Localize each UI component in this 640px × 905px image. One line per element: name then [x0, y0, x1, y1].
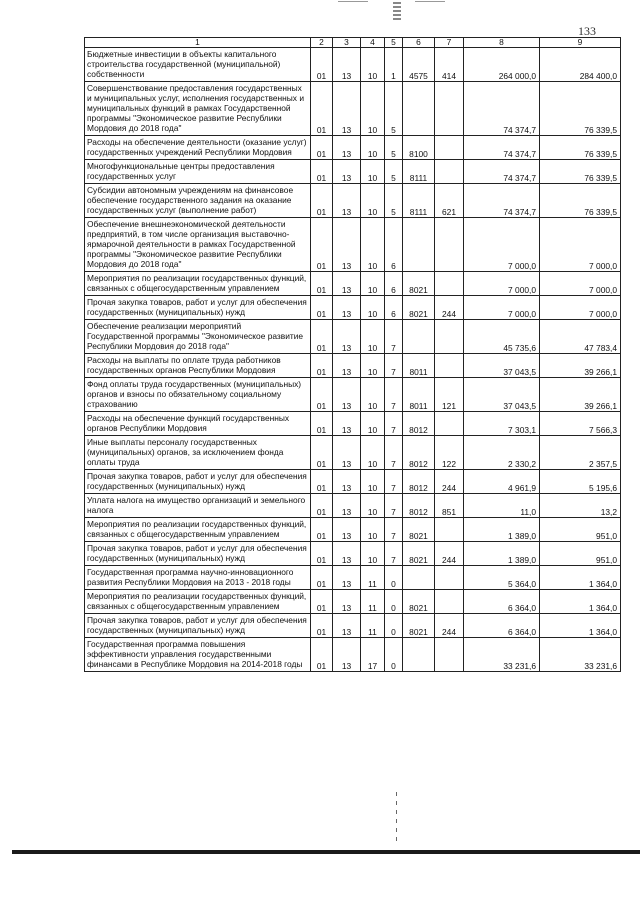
row-name-cell: Расходы на выплаты по оплате труда работников государственных органов Республики Мордовия [85, 354, 311, 378]
program-code-cell: 10 [361, 378, 385, 412]
expense-type-code-cell [435, 160, 464, 184]
subsection-code-cell: 13 [333, 494, 361, 518]
table-row [85, 436, 621, 470]
table-row [85, 296, 621, 320]
section-code-cell: 01 [311, 638, 333, 672]
expense-type-code-cell [435, 136, 464, 160]
program-code-cell: 10 [361, 354, 385, 378]
amount-2018-cell: 33 231,6 [540, 638, 621, 672]
subsection-code-cell: 13 [333, 136, 361, 160]
target-item-code-cell: 8012 [403, 436, 435, 470]
section-code-cell: 01 [311, 48, 333, 82]
row-name-cell: Обеспечение реализации мероприятий Государственной программы "Экономическое развитие Республики Мордовия до 2018 года" [85, 320, 311, 354]
expense-type-code-cell [435, 566, 464, 590]
expense-type-code-cell [435, 218, 464, 272]
target-item-code-cell [403, 82, 435, 136]
section-code-cell: 01 [311, 542, 333, 566]
row-name-cell: Расходы на обеспечение функций государственных органов Республики Мордовия [85, 412, 311, 436]
table-body [85, 48, 621, 672]
subsection-code-cell: 13 [333, 218, 361, 272]
table-row [85, 412, 621, 436]
section-code-cell: 01 [311, 136, 333, 160]
amount-2018-cell: 284 400,0 [540, 48, 621, 82]
target-item-code-cell: 8111 [403, 184, 435, 218]
subsection-code-cell: 13 [333, 320, 361, 354]
subsection-code-cell: 13 [333, 82, 361, 136]
expense-type-code-cell [435, 518, 464, 542]
section-code-cell: 01 [311, 436, 333, 470]
target-item-code-cell [403, 566, 435, 590]
amount-2018-cell: 76 339,5 [540, 82, 621, 136]
program-code-cell: 10 [361, 412, 385, 436]
section-code-cell: 01 [311, 412, 333, 436]
section-code-cell: 01 [311, 320, 333, 354]
program-code-cell: 10 [361, 436, 385, 470]
row-name-cell: Мероприятия по реализации государственных функций, связанных с общегосударственным управлением [85, 590, 311, 614]
table-row [85, 320, 621, 354]
subsection-code-cell: 13 [333, 542, 361, 566]
subsection-code-cell: 13 [333, 436, 361, 470]
subprogram-code-cell: 7 [385, 354, 403, 378]
amount-2018-cell: 2 357,5 [540, 436, 621, 470]
program-code-cell: 10 [361, 470, 385, 494]
target-item-code-cell: 8011 [403, 378, 435, 412]
section-code-cell: 01 [311, 296, 333, 320]
row-name-cell: Прочая закупка товаров, работ и услуг для обеспечения государственных (муниципальных) нужд [85, 296, 311, 320]
row-name-cell: Государственная программа научно-инновационного развития Республики Мордовия на 2013 - 2018 годы [85, 566, 311, 590]
amount-2017-cell: 74 374,7 [464, 184, 540, 218]
section-code-cell: 01 [311, 590, 333, 614]
expense-type-code-cell [435, 320, 464, 354]
subprogram-code-cell: 7 [385, 378, 403, 412]
section-code-cell: 01 [311, 470, 333, 494]
expense-type-code-cell [435, 272, 464, 296]
expense-type-code-cell: 621 [435, 184, 464, 218]
amount-2017-cell: 74 374,7 [464, 82, 540, 136]
row-name-cell: Уплата налога на имущество организаций и земельного налога [85, 494, 311, 518]
expense-type-code-cell: 121 [435, 378, 464, 412]
amount-2018-cell: 39 266,1 [540, 354, 621, 378]
subprogram-code-cell: 0 [385, 590, 403, 614]
target-item-code-cell [403, 638, 435, 672]
subprogram-code-cell: 7 [385, 320, 403, 354]
row-name-cell: Прочая закупка товаров, работ и услуг для обеспечения государственных (муниципальных) нужд [85, 614, 311, 638]
row-name-cell: Мероприятия по реализации государственных функций, связанных с общегосударственным управлением [85, 518, 311, 542]
target-item-code-cell: 8021 [403, 518, 435, 542]
header-cell: 9 [540, 38, 621, 48]
header-row [85, 38, 621, 48]
row-name-cell: Фонд оплаты труда государственных (муниципальных) органов и взносы по обязательному социальному страхованию [85, 378, 311, 412]
amount-2018-cell: 7 566,3 [540, 412, 621, 436]
amount-2017-cell: 7 303,1 [464, 412, 540, 436]
amount-2018-cell: 1 364,0 [540, 566, 621, 590]
amount-2017-cell: 37 043,5 [464, 378, 540, 412]
program-code-cell: 11 [361, 566, 385, 590]
expense-type-code-cell: 244 [435, 470, 464, 494]
program-code-cell: 10 [361, 320, 385, 354]
subsection-code-cell: 13 [333, 566, 361, 590]
table-header [85, 38, 621, 48]
expense-type-code-cell: 122 [435, 436, 464, 470]
subprogram-code-cell: 7 [385, 412, 403, 436]
subprogram-code-cell: 0 [385, 638, 403, 672]
amount-2018-cell: 39 266,1 [540, 378, 621, 412]
subprogram-code-cell: 7 [385, 436, 403, 470]
row-name-cell: Субсидии автономным учреждениям на финансовое обеспечение государственного задания на оказание государственных услуг (выполнение работ) [85, 184, 311, 218]
header-cell: 2 [311, 38, 333, 48]
subprogram-code-cell: 5 [385, 160, 403, 184]
subsection-code-cell: 13 [333, 614, 361, 638]
target-item-code-cell: 8012 [403, 412, 435, 436]
amount-2017-cell: 4 961,9 [464, 470, 540, 494]
amount-2017-cell: 6 364,0 [464, 614, 540, 638]
amount-2017-cell: 1 389,0 [464, 518, 540, 542]
amount-2018-cell: 76 339,5 [540, 136, 621, 160]
amount-2018-cell: 47 783,4 [540, 320, 621, 354]
row-name-cell: Иные выплаты персоналу государственных (муниципальных) органов, за исключением фонда оплаты труда [85, 436, 311, 470]
section-code-cell: 01 [311, 160, 333, 184]
expense-type-code-cell [435, 82, 464, 136]
target-item-code-cell: 8021 [403, 614, 435, 638]
table-row [85, 272, 621, 296]
target-item-code-cell: 8011 [403, 354, 435, 378]
target-item-code-cell: 8021 [403, 272, 435, 296]
target-item-code-cell: 8021 [403, 542, 435, 566]
scan-artifact [338, 1, 368, 2]
header-cell: 4 [361, 38, 385, 48]
row-name-cell: Прочая закупка товаров, работ и услуг для обеспечения государственных (муниципальных) нужд [85, 470, 311, 494]
subprogram-code-cell: 5 [385, 82, 403, 136]
table-row [85, 590, 621, 614]
target-item-code-cell [403, 320, 435, 354]
table-row [85, 184, 621, 218]
subsection-code-cell: 13 [333, 590, 361, 614]
scan-artifact [396, 792, 397, 842]
subprogram-code-cell: 1 [385, 48, 403, 82]
budget-table [84, 37, 621, 672]
amount-2018-cell: 5 195,6 [540, 470, 621, 494]
amount-2018-cell: 76 339,5 [540, 160, 621, 184]
row-name-cell: Многофункциональные центры предоставления государственных услуг [85, 160, 311, 184]
table-row [85, 566, 621, 590]
subprogram-code-cell: 7 [385, 470, 403, 494]
row-name-cell: Обеспечение внешнеэкономической деятельности предприятий, в том числе организация выставочно-ярмарочной деятельности в рамках Государственной программы "Экономическое развитие Республики Мордовия до 2018 года" [85, 218, 311, 272]
table-row [85, 470, 621, 494]
program-code-cell: 10 [361, 494, 385, 518]
table-row [85, 218, 621, 272]
amount-2017-cell: 5 364,0 [464, 566, 540, 590]
amount-2018-cell: 13,2 [540, 494, 621, 518]
amount-2017-cell: 6 364,0 [464, 590, 540, 614]
amount-2017-cell: 33 231,6 [464, 638, 540, 672]
row-name-cell: Бюджетные инвестиции в объекты капитального строительства государственной (муниципальной) собственности [85, 48, 311, 82]
subsection-code-cell: 13 [333, 296, 361, 320]
section-code-cell: 01 [311, 378, 333, 412]
subsection-code-cell: 13 [333, 184, 361, 218]
expense-type-code-cell [435, 412, 464, 436]
program-code-cell: 10 [361, 160, 385, 184]
amount-2017-cell: 1 389,0 [464, 542, 540, 566]
table-row [85, 494, 621, 518]
amount-2017-cell: 74 374,7 [464, 136, 540, 160]
amount-2018-cell: 1 364,0 [540, 590, 621, 614]
header-cell: 1 [85, 38, 311, 48]
subprogram-code-cell: 7 [385, 494, 403, 518]
program-code-cell: 10 [361, 82, 385, 136]
amount-2018-cell: 7 000,0 [540, 272, 621, 296]
expense-type-code-cell [435, 590, 464, 614]
amount-2017-cell: 7 000,0 [464, 296, 540, 320]
amount-2017-cell: 74 374,7 [464, 160, 540, 184]
target-item-code-cell: 8012 [403, 470, 435, 494]
amount-2018-cell: 7 000,0 [540, 296, 621, 320]
program-code-cell: 10 [361, 48, 385, 82]
amount-2018-cell: 7 000,0 [540, 218, 621, 272]
subsection-code-cell: 13 [333, 272, 361, 296]
subsection-code-cell: 13 [333, 638, 361, 672]
program-code-cell: 11 [361, 614, 385, 638]
header-cell: 5 [385, 38, 403, 48]
program-code-cell: 10 [361, 184, 385, 218]
subprogram-code-cell: 6 [385, 218, 403, 272]
table-row [85, 378, 621, 412]
amount-2017-cell: 7 000,0 [464, 218, 540, 272]
target-item-code-cell: 8111 [403, 160, 435, 184]
subsection-code-cell: 13 [333, 160, 361, 184]
page-number: 133 [578, 24, 596, 38]
row-name-cell: Прочая закупка товаров, работ и услуг для обеспечения государственных (муниципальных) нужд [85, 542, 311, 566]
expense-type-code-cell: 244 [435, 614, 464, 638]
program-code-cell: 10 [361, 518, 385, 542]
scan-edge-line [12, 850, 640, 854]
amount-2017-cell: 7 000,0 [464, 272, 540, 296]
row-name-cell: Расходы на обеспечение деятельности (оказание услуг) государственных учреждений Республики Мордовия [85, 136, 311, 160]
subprogram-code-cell: 7 [385, 518, 403, 542]
subsection-code-cell: 13 [333, 354, 361, 378]
target-item-code-cell: 8012 [403, 494, 435, 518]
table-row [85, 48, 621, 82]
program-code-cell: 10 [361, 136, 385, 160]
header-cell: 6 [403, 38, 435, 48]
section-code-cell: 01 [311, 218, 333, 272]
table-row [85, 542, 621, 566]
program-code-cell: 10 [361, 296, 385, 320]
table-row [85, 638, 621, 672]
table-row [85, 82, 621, 136]
program-code-cell: 10 [361, 542, 385, 566]
row-name-cell: Совершенствование предоставления государственных и муниципальных услуг, исполнения государственных и муниципальных функций в рамках Государственной программы "Экономическое развитие Республики Мордовия до 2018 года" [85, 82, 311, 136]
header-cell: 8 [464, 38, 540, 48]
expense-type-code-cell: 414 [435, 48, 464, 82]
subsection-code-cell: 13 [333, 48, 361, 82]
subsection-code-cell: 13 [333, 518, 361, 542]
expense-type-code-cell: 244 [435, 542, 464, 566]
section-code-cell: 01 [311, 518, 333, 542]
scan-artifact [415, 1, 445, 2]
amount-2018-cell: 951,0 [540, 518, 621, 542]
header-cell: 7 [435, 38, 464, 48]
subsection-code-cell: 13 [333, 470, 361, 494]
section-code-cell: 01 [311, 82, 333, 136]
amount-2017-cell: 264 000,0 [464, 48, 540, 82]
subprogram-code-cell: 0 [385, 614, 403, 638]
table-row [85, 136, 621, 160]
row-name-cell: Мероприятия по реализации государственных функций, связанных с общегосударственным управлением [85, 272, 311, 296]
expense-type-code-cell: 851 [435, 494, 464, 518]
staple-mark [393, 0, 401, 20]
amount-2017-cell: 11,0 [464, 494, 540, 518]
subprogram-code-cell: 5 [385, 184, 403, 218]
expense-type-code-cell [435, 354, 464, 378]
subprogram-code-cell: 6 [385, 272, 403, 296]
program-code-cell: 10 [361, 272, 385, 296]
amount-2017-cell: 37 043,5 [464, 354, 540, 378]
target-item-code-cell: 8021 [403, 296, 435, 320]
amount-2017-cell: 2 330,2 [464, 436, 540, 470]
header-cell: 3 [333, 38, 361, 48]
table-row [85, 614, 621, 638]
amount-2017-cell: 45 735,6 [464, 320, 540, 354]
table-row [85, 354, 621, 378]
subprogram-code-cell: 5 [385, 136, 403, 160]
program-code-cell: 10 [361, 218, 385, 272]
subsection-code-cell: 13 [333, 378, 361, 412]
program-code-cell: 17 [361, 638, 385, 672]
amount-2018-cell: 76 339,5 [540, 184, 621, 218]
target-item-code-cell [403, 218, 435, 272]
section-code-cell: 01 [311, 184, 333, 218]
section-code-cell: 01 [311, 354, 333, 378]
target-item-code-cell: 8021 [403, 590, 435, 614]
section-code-cell: 01 [311, 566, 333, 590]
program-code-cell: 11 [361, 590, 385, 614]
target-item-code-cell: 4575 [403, 48, 435, 82]
amount-2018-cell: 1 364,0 [540, 614, 621, 638]
subprogram-code-cell: 0 [385, 566, 403, 590]
section-code-cell: 01 [311, 614, 333, 638]
section-code-cell: 01 [311, 494, 333, 518]
expense-type-code-cell [435, 638, 464, 672]
section-code-cell: 01 [311, 272, 333, 296]
subprogram-code-cell: 7 [385, 542, 403, 566]
subprogram-code-cell: 6 [385, 296, 403, 320]
row-name-cell: Государственная программа повышения эффективности управления государственными финансами в Республике Мордовия на 2014-2018 годы [85, 638, 311, 672]
target-item-code-cell: 8100 [403, 136, 435, 160]
subsection-code-cell: 13 [333, 412, 361, 436]
table-row [85, 518, 621, 542]
amount-2018-cell: 951,0 [540, 542, 621, 566]
expense-type-code-cell: 244 [435, 296, 464, 320]
table-row [85, 160, 621, 184]
